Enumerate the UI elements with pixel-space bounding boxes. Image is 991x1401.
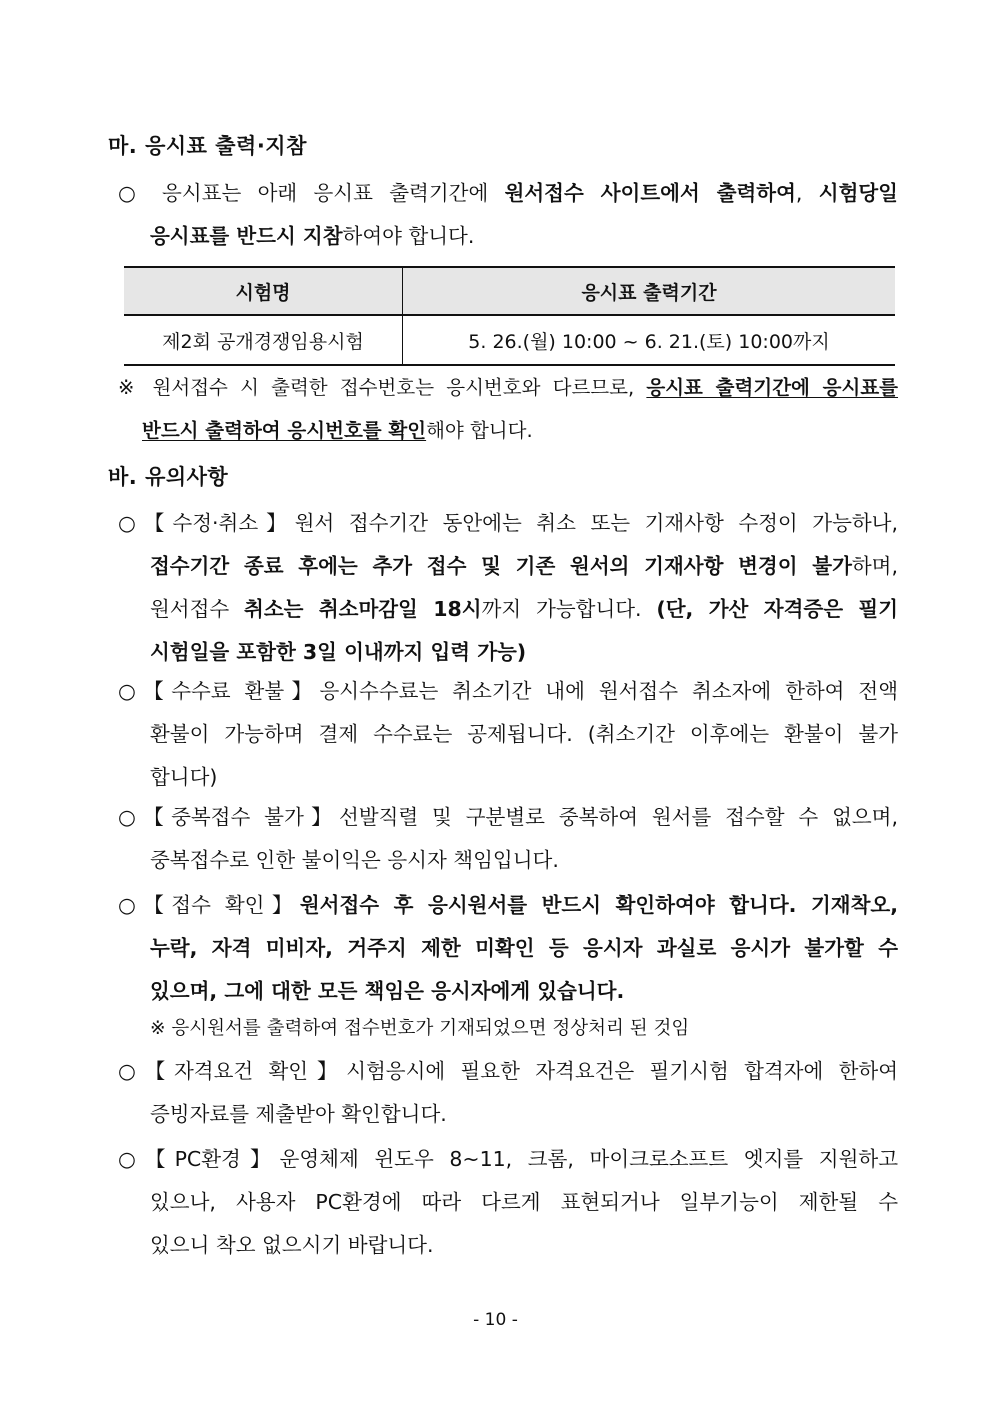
item-line: 있으나, 사용자 PC환경에 따라 다르게 표현되거나 일부기능이 제한될 수 <box>150 1190 898 1214</box>
bullet: ○ <box>118 893 144 917</box>
reference-mark: ※ <box>118 376 141 399</box>
paragraph-line: ○ 응시표는 아래 응시표 출력기간에 원서접수 사이트에서 출력하여, 시험당일 <box>118 181 898 205</box>
item-line: 시험일을 포함한 3일 이내까지 입력 가능) <box>150 640 527 664</box>
item-line: ○【수수료 환불】응시수수료는 취소기간 내에 원서접수 취소자에 한하여 전액 <box>118 679 899 703</box>
item-line: 누락, 자격 미비자, 거주지 제한 미확인 등 응시자 과실로 응시가 불가할 수 <box>150 936 898 960</box>
note-line: ※ 원서접수 시 출력한 접수번호는 응시번호와 다르므로, 응시표 출력기간에 응시표를 <box>118 376 899 399</box>
item-tag: 【수정·취소】 <box>143 511 295 535</box>
item-line: 있으며, 그에 대한 모든 책임은 응시자에게 있습니다. <box>150 979 625 1003</box>
item-line: 접수기간 종료 후에는 추가 접수 및 기존 원서의 기재사항 변경이 불가하며, <box>150 554 898 578</box>
paragraph-print-ticket <box>118 172 898 258</box>
item-line: ○【접수 확인】원서접수 후 응시원서를 반드시 확인하여야 합니다. 기재착오, <box>118 893 898 917</box>
table-header-exam-name: 시험명 <box>124 267 403 315</box>
item-line: ○【자격요건 확인】시험응시에 필요한 자격요건은 필기시험 합격자에 한하여 <box>118 1059 898 1083</box>
page-number: - 10 - <box>473 1310 518 1330</box>
item-line: ○【중복접수 불가】선발직렬 및 구분별로 중복하여 원서를 접수할 수 없으며, <box>118 805 898 829</box>
item-confirm-note: ※ 응시원서를 출력하여 접수번호가 기재되었으면 정상처리 된 것임 <box>150 1018 690 1039</box>
item-line: ○【수정·취소】원서 접수기간 동안에는 취소 또는 기재사항 수정이 가능하나, <box>118 511 898 535</box>
item-line: 있으니 착오 없으시기 바랍니다. <box>150 1233 434 1257</box>
table-row <box>124 315 895 365</box>
item-duplicate <box>118 796 898 882</box>
note-registration-number <box>118 366 898 452</box>
bullet: ○ <box>118 679 144 703</box>
bullet: ○ <box>118 181 146 205</box>
item-pc-environment <box>118 1138 898 1267</box>
item-line: 환불이 가능하며 결제 수수료는 공제됩니다. (취소기간 이후에는 환불이 불가 <box>150 722 898 746</box>
item-tag: 【접수 확인】 <box>143 893 300 917</box>
item-line: 중복접수로 인한 불이익은 응시자 책임입니다. <box>150 848 559 872</box>
bullet: ○ <box>118 805 144 829</box>
table-header-print-period: 응시표 출력기간 <box>403 267 896 315</box>
item-tag: 【수수료 환불】 <box>143 679 320 703</box>
bullet: ○ <box>118 1147 145 1171</box>
item-refund <box>118 670 898 799</box>
bullet: ○ <box>118 1059 145 1083</box>
table-cell-print-period: 5. 26.(월) 10:00 ~ 6. 21.(토) 10:00까지 <box>403 315 896 365</box>
item-line: ○【PC환경】운영체제 윈도우 8~11, 크롬, 마이크로소프트 엣지를 지원하고 <box>118 1147 898 1171</box>
exam-schedule-table <box>124 266 895 366</box>
section-heading-ba: 바. 유의사항 <box>108 465 229 489</box>
item-tag: 【자격요건 확인】 <box>144 1059 347 1083</box>
item-modify-cancel <box>118 502 898 674</box>
item-line: 증빙자료를 제출받아 확인합니다. <box>150 1102 447 1126</box>
item-qualification <box>118 1050 898 1136</box>
note-line: 반드시 출력하여 응시번호를 확인해야 합니다. <box>142 419 533 442</box>
item-confirm <box>118 884 898 1013</box>
item-line: 원서접수 취소는 취소마감일 18시까지 가능합니다. (단, 가산 자격증은 필기 <box>150 597 899 621</box>
table-cell-exam-name: 제2회 공개경쟁임용시험 <box>124 315 403 365</box>
item-line: 합니다) <box>150 765 218 789</box>
bullet: ○ <box>118 511 144 535</box>
section-heading-ma: 마. 응시표 출력·지참 <box>108 134 307 158</box>
item-tag: 【PC환경】 <box>144 1147 280 1171</box>
item-tag: 【중복접수 불가】 <box>143 805 339 829</box>
paragraph-line: 응시표를 반드시 지참하여야 합니다. <box>150 224 475 248</box>
